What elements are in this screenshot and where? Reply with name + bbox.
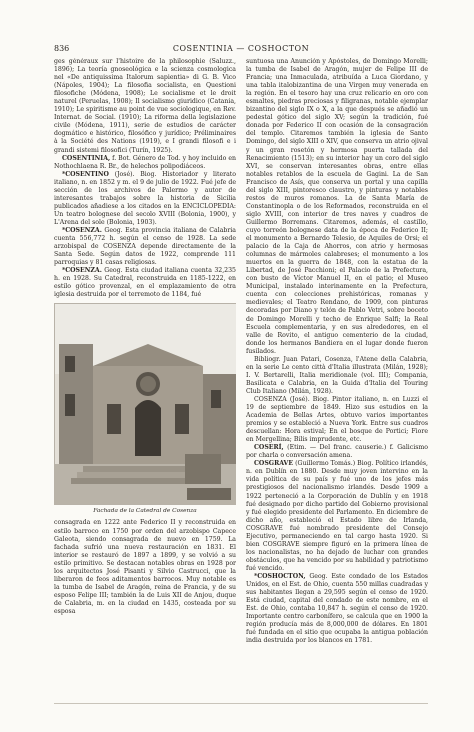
paragraph bbox=[54, 171, 236, 227]
paragraph bbox=[246, 396, 428, 444]
entry-headword: *COSHOCTON, bbox=[254, 573, 306, 580]
entry-text: Geog. Esta ciudad italiana cuenta 32,235 h. en 1928. Su Catedral, reconstruida en 1185-1222, en estilo gótico provenzal, en el emplazamiento de otra iglesia destruida por el terremoto de 1184, fué bbox=[54, 267, 236, 299]
entry-text: (José). Biog. Historiador y literato italiano, n. en 1852 y m. el 9 de julio de 1922. Fué jefe de sección de los archivos de Palermo y autor de interesantes trabajos sobre la historia de Sicilia publicados añadiese a los citados en la ENCICLOPEDIA: Un teatro bolognese del secolo XVIII (Bolonia, 1900), y L'Arena del sole (Bolonia, 1903). bbox=[54, 170, 236, 226]
paragraph bbox=[246, 460, 428, 573]
entry-headword: COSENTINIA, bbox=[62, 154, 111, 162]
cathedral-photo bbox=[54, 303, 236, 505]
entry-text: consagrada en 1222 ante Federico II y reconstruida en estilo barroco en 1750 por orden del arzobispo Capece Galeota, siendo consagrada de nuevo en 1759. La fachada sufrió una nueva restauración en 1831. El interior se restauró de 1897 a 1899, y se volvió a su estilo primitivo. Se destacan notables obras en 1928 por los arquitectos José Pisanti y Silvio Castrucci, que la liberaron de feos aditamentos barrocos. Muy notable es la tumba de Isabel de Aragón, reina de Francia, y de su esposo Felipe III; también la de Luis XII de Anjou, duque de Calabria, m. en la ciudad en 1435, costeada por su esposa bbox=[54, 519, 236, 615]
entry-text: Bibliogr. Juan Patari, Cosenza, l'Atene della Calabria, en la serie Le cento città d'Italia illustrata (Milán, 1928); I. V. Bertarelli, Italia meridionale (vol. III); Compania, Basilicata e Calabria, en la Guida d'Italia del Touring Club Italiano (Milán, 1928). bbox=[246, 355, 428, 395]
bottom-rule bbox=[54, 703, 428, 704]
entry-text: Geog. Esta provincia italiana de Calabria cuenta 556,772 h. según el censo de 1928. La sede arzobispal de COSENZA depende directamente de la Santa Sede. Según datos de 1922, comprende 111 parroquias y 81 casas religiosas. bbox=[54, 226, 236, 267]
entry-text: f. Bot. Género de Tod. y hoy incluido en Nothochlaena R. Br., de helechos polipodiáceos. bbox=[54, 154, 236, 170]
page-header bbox=[54, 44, 428, 56]
entry-text: ges généraux sur l'histoire de la philosophie (Saluzz., 1896); La teoría gnoseológica e la scienza cosmologica nel «De antiquissima Italorum sapientia» di G. B. Vico (Nápoles, 1904); La filosofia socialista, en Questioni filosofiche (Módena, 1908); Le socialisme et le droit naturel (Peruelas, 1908); Il socialismo giuridico (Catania, 1910); Le spiritisme au point de vue sociologique, en Rev. Internat. de Social. (1910); La riforma della legislazione civile (Módena, 1911), serie de estudios de carácter dogmático e histórico, filosófico y jurídico; Préliminaires à la Société des Nations (1919), e I grandi filosofi e i grandi sistemi filosofici (Turín, 1925). bbox=[54, 58, 236, 154]
figure-caption: Fachada de la Catedral de Cosenza bbox=[93, 508, 197, 515]
left-column-entries-continued bbox=[54, 519, 236, 616]
paragraph bbox=[246, 356, 428, 396]
paragraph bbox=[54, 267, 236, 299]
right-column-entries bbox=[246, 58, 428, 645]
entry-headword: COSGRAVE bbox=[254, 460, 294, 468]
paragraph bbox=[54, 519, 236, 616]
entry-text: COSENZA (José). Biog. Pintor italiano, n. en Luzzi el 19 de septiembre de 1849. Hizo sus estudios en la Academia de Bellas Artes, obtuvo varios importantes premios y se estableció a Nueva York. Entre sus cuadros descuellan: Hora estival; En el bosque de Portici; Fiore en Mergellina; Bilis imprudente, etc. bbox=[246, 395, 428, 444]
left-column bbox=[54, 58, 236, 690]
paragraph bbox=[246, 58, 428, 356]
page-number: 836 bbox=[54, 44, 70, 53]
entry-text: (Etim. — Del franc. causerie.) f. Galicismo por charla o conversación amena. bbox=[246, 444, 428, 460]
paragraph bbox=[246, 573, 428, 645]
paragraph bbox=[54, 227, 236, 267]
entry-headword: COSERÍ, bbox=[254, 444, 284, 452]
paragraph bbox=[54, 155, 236, 171]
entry-headword: *COSENZA. bbox=[62, 226, 102, 234]
left-column-entries bbox=[54, 58, 236, 299]
entry-text: suntuosa una Anunción y Apóstoles, de Domingo Morelli; la tumba de Isabel de Aragón, mujer de Felipe III de Francia; una Inmaculada, atribuída a Luca Giordano, y una tabla italobizantina de una Virgen muy venerada en la región. En el tesoro hay una cruz relicario en oro con esmaltes, piedras preciosas y filigranas, notable ejemplar bizantino del siglo IX o X, a la que después se añadió un pedestal gótico del siglo XV; según la tradición, fué donada por Federico II con ocasión de la consagración del templo. Citaremos también la iglesia de Santo Domingo, del siglo XIII o XIV, que conserva un atrio ojival y un gran rosetón y hermosa puerta tallada del Renacimiento (1513); en su interior hay un coro del siglo XVI, se conservan interesantes obras, entre ellas notables retablos de la escuela de Gagini. La de San Francisco de Asís, que conserva un portal y una capilla del siglo XIII, pintoresco claustro, y pinturas y notables restos de muros romanos. La de Santa María de Constantinopla o de los Reformados, reconstruida en el siglo XVIII, con interior de tres naves y cuadros de Guillermo Borremans. Citaremos, además, el castillo, cuyo torreón bolognese data de la época de Federico II; el monumento a Bernardo Telesio, de Aquiles de Orsi; el palacio de la Caja de Ahorros, con atrio y hermosas columnas de mármoles calabreses; el monumento a los muertos en la guerra de 1848, con la estatua de la Libertad, de José Pacchioni; el Palacio de la Prefectura, con busto de Víctor Manuel II, en el patio; el Museo Municipal, instalado interinamente en la Prefectura, cuenta con colecciones prehistóricas, romanas y medievales; el Teatro Rendano, de 1909, con pinturas decoradas por Diano y telón de Pablo Vetri, sobre boceto de Domingo Morelli y techo de Enrique Salfi; la Real Escuela complementaria, y en sus alrededores, en el valle de Rovito, el antiguo cementerio de la ciudad, donde los hermanos Bandiera en el lugar donde fueron fusilados. bbox=[246, 58, 428, 355]
cathedral-illustration bbox=[55, 304, 236, 504]
entry-headword: *COSENTINO bbox=[62, 170, 109, 178]
entry-text: (Guillermo Tomás.) Biog. Político irlandés, n. en Dublín en 1880. Desde muy joven intervino en la vida política de su país y fué uno de los jefes más prestigiosos del nacionalismo irlandés. Desde 1909 a 1922 perteneció a la Corporación de Dublín y en 1918 fué designado por dicho partido del Gobierno provisional y fué elegido presidente del Parlamento. En diciembre de dicho año, estableció el Estado libre de Irlanda, COSGRAVE fué nombrado presidente del Consejo Ejecutivo, permaneciendo en tal cargo hasta 1920. Si bien COSGRAVE siempre figuró en la primera línea de los nacionalistas, no ha dejado de luchar con grandes obstáculos, que ha vencido por su habilidad y patriotismo fué vencido. bbox=[246, 460, 428, 572]
entry-headword: *COSENZA. bbox=[62, 267, 102, 275]
right-column bbox=[246, 58, 428, 690]
running-title: COSENTINIA — COSHOCTON bbox=[172, 44, 310, 53]
paragraph bbox=[246, 444, 428, 460]
paragraph bbox=[54, 58, 236, 155]
entry-text: Geog. Este condado de los Estados Unidos, en el Est. de Ohio, cuenta 550 millas cuadradas y sus habitantes llegan a 29,595 según el censo de 1920. Está ciudad, capital del condado de este nombre, en el Est. de Ohio, contaba 10,847 h. según el censo de 1920. Importante centro carbonífero, se calcula que en 1900 la región producía más de 8,000,000 de dólares. En 1801 fué fundada en el sitio que ocupaba la antigua población india destruida por los blancos en 1781. bbox=[246, 573, 428, 645]
